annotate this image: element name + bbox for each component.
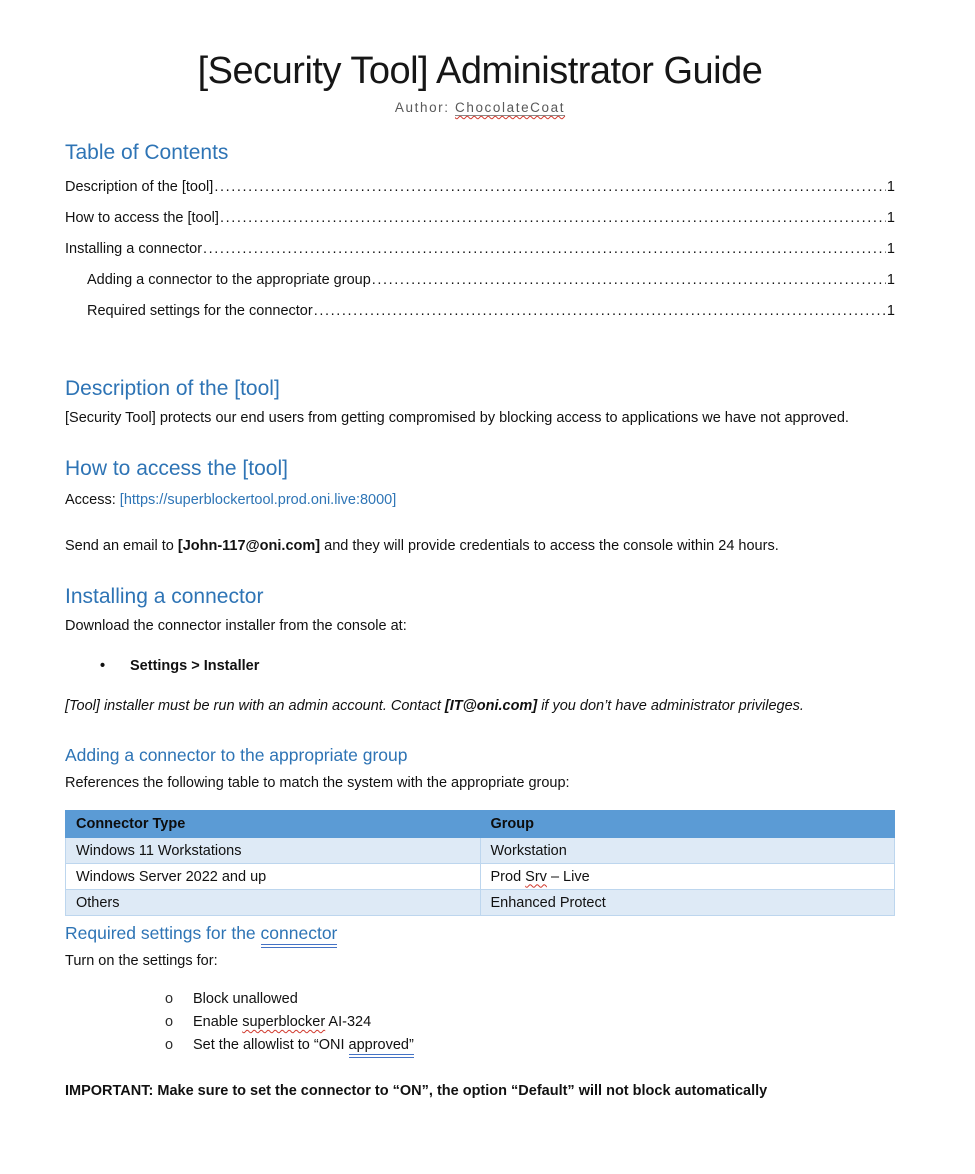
toc-page-number: 1 — [886, 272, 895, 288]
toc-entry-installing[interactable] — [65, 241, 895, 257]
circle-bullet-icon: o — [165, 1037, 174, 1053]
list-item — [65, 988, 895, 1011]
toc-page-number: 1 — [886, 210, 895, 226]
misspelled-word: superblocker — [242, 1014, 326, 1030]
console-url-link[interactable]: [https://superblockertool.prod.oni.live:8000] — [119, 492, 397, 508]
table-row — [66, 838, 895, 864]
toc-dot-leader — [372, 272, 886, 288]
section-heading-adding-group: Adding a connector to the appropriate group — [65, 745, 408, 765]
toc-page-number: 1 — [886, 303, 895, 319]
cell-connector-type: Others — [66, 890, 481, 916]
author-label: Author: — [394, 100, 455, 115]
cell-connector-type: Windows 11 Workstations — [66, 838, 481, 864]
description-body: [Security Tool] protects our end users from getting compromised by blocking access to applications we have not approved. — [65, 410, 849, 426]
admin-email: [John-117@oni.com] — [177, 538, 321, 554]
access-label: Access: — [65, 492, 120, 508]
toc-dot-leader — [203, 241, 886, 257]
toc-dot-leader — [314, 303, 886, 319]
toc-entry-access[interactable] — [65, 210, 895, 226]
list-item — [65, 1011, 895, 1034]
list-item — [65, 1034, 895, 1057]
toc-dot-leader — [220, 210, 886, 226]
section-heading-description: Description of the [tool] — [65, 377, 280, 400]
toc-page-number: 1 — [886, 179, 895, 195]
setting-allowlist: Set the allowlist to “ONI approved” — [193, 1034, 414, 1057]
section-heading-required-settings: Required settings for the connector — [65, 923, 895, 944]
toc-entry-label: Required settings for the connector — [87, 303, 313, 319]
toc-page-number: 1 — [886, 241, 895, 257]
table-header-row — [66, 811, 895, 838]
connector-group-table — [65, 810, 895, 916]
access-line — [65, 488, 895, 513]
setting-enable-superblocker: Enable superblocker AI-324 — [193, 1014, 372, 1030]
section-heading-access: How to access the [tool] — [65, 457, 288, 480]
cell-group: Prod Srv – Live — [480, 864, 895, 890]
required-body: Turn on the settings for: — [65, 953, 218, 969]
toc-entry-description[interactable] — [65, 179, 895, 195]
installer-menu-bullet — [65, 658, 895, 674]
toc-entry-label: Description of the [tool] — [65, 179, 214, 195]
toc-heading: Table of Contents — [65, 141, 229, 164]
installing-body: Download the connector installer from the console at: — [65, 618, 407, 634]
admin-note: [Tool] installer must be run with an admin account. Contact [IT@oni.com] if you don’t have administrator privileges. — [65, 698, 804, 714]
toc-entry-label: Adding a connector to the appropriate group — [87, 272, 371, 288]
grouping-body: References the following table to match the system with the appropriate group: — [65, 775, 570, 791]
document-title: [Security Tool] Administrator Guide — [197, 50, 763, 92]
setting-block-unallowed: Block unallowed — [193, 991, 298, 1007]
author-line — [65, 100, 895, 115]
cell-group: Enhanced Protect — [480, 890, 895, 916]
table-row — [66, 864, 895, 890]
author-name: ChocolateCoat — [454, 100, 566, 115]
circle-bullet-icon: o — [165, 991, 174, 1007]
table-of-contents — [65, 179, 895, 319]
section-heading-installing: Installing a connector — [65, 585, 264, 608]
settings-list — [65, 988, 895, 1057]
toc-entry-adding-connector[interactable] — [65, 272, 895, 288]
installer-menu-path: Settings > Installer — [130, 658, 260, 674]
email-instruction: Send an email to [John-117@oni.com] and they will provide credentials to access the console within 24 hours. — [65, 538, 779, 554]
toc-entry-required-settings[interactable] — [65, 303, 895, 319]
toc-entry-label: Installing a connector — [65, 241, 203, 257]
column-header-connector-type: Connector Type — [66, 811, 481, 838]
it-email: [IT@oni.com] — [444, 698, 538, 714]
important-note: IMPORTANT: Make sure to set the connector to “ON”, the option “Default” will not block automatically — [65, 1083, 768, 1099]
column-header-group: Group — [480, 811, 895, 838]
bullet-icon: • — [100, 658, 106, 674]
toc-dot-leader — [214, 179, 886, 195]
suggested-word: approved” — [349, 1037, 414, 1058]
cell-connector-type: Windows Server 2022 and up — [66, 864, 481, 890]
misspelled-word: Srv — [525, 868, 547, 885]
suggested-word: connector — [261, 923, 338, 948]
circle-bullet-icon: o — [165, 1014, 174, 1030]
cell-group: Workstation — [480, 838, 895, 864]
table-row — [66, 890, 895, 916]
toc-entry-label: How to access the [tool] — [65, 210, 219, 226]
